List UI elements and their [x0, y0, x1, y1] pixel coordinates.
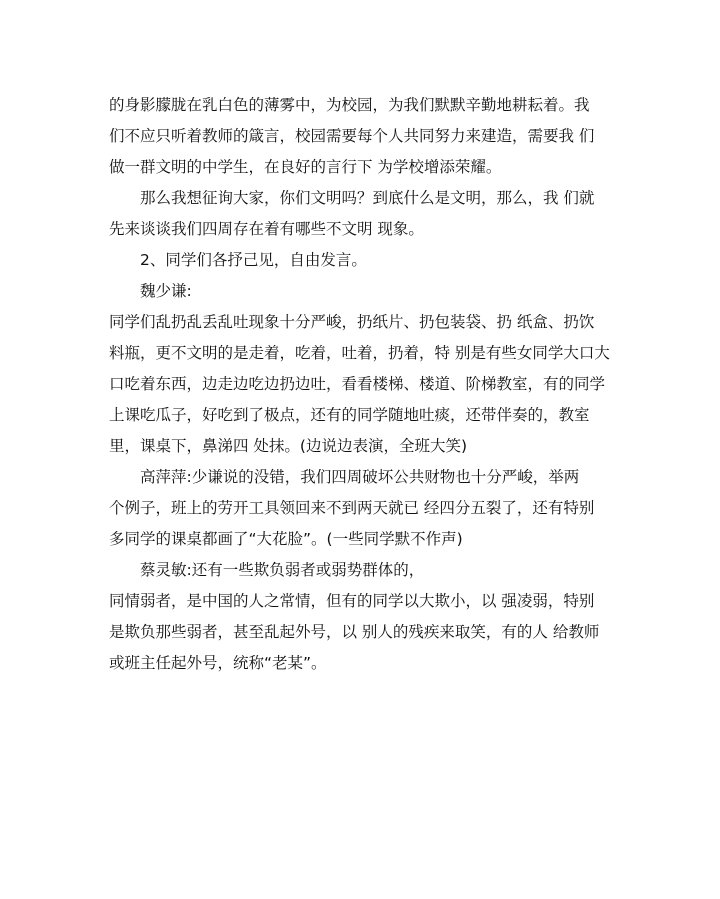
- text-line: 先来谈谈我们四周存在着有哪些不文明 现象。: [109, 220, 424, 238]
- text-line: 高萍萍:少谦说的没错，我们四周破坏公共财物也十分严峻，举两: [140, 468, 580, 486]
- text-line: 里，课桌下，鼻涕四 处抹。(边说边表演，全班大笑): [109, 437, 468, 455]
- text-line: 是欺负那些弱者，甚至乱起外号，以 别人的残疾来取笑，有的人 给教师: [109, 623, 600, 641]
- text-line: 多同学的课桌都画了“大花脸”。(一些同学默不作声): [109, 530, 463, 548]
- text-line: 们不应只听着教师的箴言，校园需要每个人共同努力来建造，需要我 们: [109, 127, 595, 145]
- text-line: 魏少谦:: [140, 282, 192, 300]
- text-line: 口吃着东西，边走边吃边扔边吐，看看楼梯、楼道、阶梯教室，有的同学: [109, 375, 606, 393]
- text-line: 做一群文明的中学生，在良好的言行下 为学校增添荣耀。: [109, 158, 502, 176]
- text-line: 蔡灵敏:还有一些欺负弱者或弱势群体的，: [140, 561, 425, 579]
- text-line: 同情弱者，是中国的人之常情，但有的同学以大欺小，以 强凌弱，特别: [109, 592, 595, 610]
- text-line: 2、同学们各抒己见，自由发言。: [140, 251, 367, 269]
- text-line: 那么我想征询大家，你们文明吗？到底什么是文明，那么，我 们就: [140, 189, 595, 207]
- document-body: [109, 90, 614, 679]
- text-line: 的身影朦胧在乳白色的薄雾中，为校园，为我们默默辛勤地耕耘着。我: [109, 96, 590, 114]
- text-line: 或班主任起外号，统称“老某”。: [109, 654, 327, 672]
- text-line: 同学们乱扔乱丢乱吐现象十分严峻，扔纸片、扔包装袋、扔 纸盒、扔饮: [109, 313, 595, 331]
- text-line: 个例子，班上的劳开工具领回来不到两天就已 经四分五裂了，还有特别: [109, 499, 595, 517]
- text-line: 料瓶，更不文明的是走着，吃着，吐着，扔着，特 别是有些女同学大口大: [109, 344, 610, 362]
- text-line: 上课吃瓜子，好吃到了极点，还有的同学随地吐痰，还带伴奏的，教室: [109, 406, 590, 424]
